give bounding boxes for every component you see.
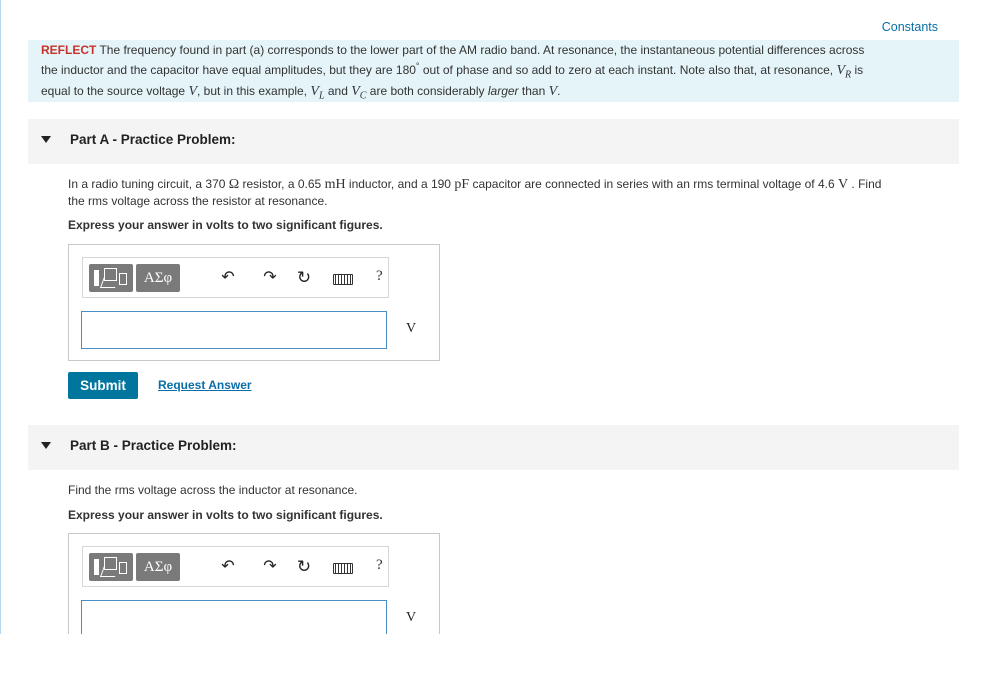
reflect-line-3: equal to the source voltage V, but in this example, $V_L$ and $V_C$ are both considerably larger than V.: [41, 84, 561, 102]
request-answer-link[interactable]: Request Answer: [158, 378, 252, 392]
reflect-line-1: REFLECT The frequency found in part (a) corresponds to the lower part of the AM radio band. At resonance, the instantaneous potential differences across: [41, 43, 865, 57]
redo-icon[interactable]: ↷: [263, 558, 277, 575]
part-b-title: Part B - Practice Problem:: [70, 438, 237, 453]
part-b-answer-box: [68, 533, 440, 634]
keyboard-icon[interactable]: [333, 563, 353, 574]
collapse-triangle-icon[interactable]: [41, 442, 51, 449]
symbols-button[interactable]: ΑΣφ: [136, 553, 180, 581]
redo-icon[interactable]: ↷: [263, 269, 277, 286]
symbols-button[interactable]: ΑΣφ: [136, 264, 180, 292]
part-a-instructions: Express your answer in volts to two significant figures.: [68, 218, 383, 232]
templates-button[interactable]: [89, 264, 133, 292]
reflect-line-2: the inductor and the capacitor have equal amplitudes, but they are 180° out of phase and so add to zero at each instant. Note also that, at resonance, $V_R$ is: [41, 61, 864, 81]
unit-label: V: [406, 321, 417, 336]
equation-toolbar: [82, 257, 389, 298]
constants-link[interactable]: Constants: [881, 20, 938, 34]
templates-button[interactable]: [89, 553, 133, 581]
part-b-instructions: Express your answer in volts to two significant figures.: [68, 508, 383, 522]
submit-button[interactable]: Submit: [68, 372, 138, 399]
help-button[interactable]: ?: [376, 268, 383, 284]
unit-label: V: [406, 610, 417, 625]
collapse-triangle-icon[interactable]: [41, 136, 51, 143]
reflect-panel: [28, 40, 959, 102]
keyboard-icon[interactable]: [333, 274, 353, 285]
part-b-question: Find the rms voltage across the inductor at resonance.: [68, 483, 358, 497]
part-a-header[interactable]: [28, 119, 959, 164]
equation-toolbar: [82, 546, 389, 587]
part-a-question: In a radio tuning circuit, a 370 Ω resistor, a 0.65 mH inductor, and a 190 pF capacitor are connected in series with an rms terminal voltage of 4.6 V . Find the rms voltage across the resistor at resonance.: [68, 177, 882, 208]
reset-icon[interactable]: ↻: [296, 557, 312, 576]
help-button[interactable]: ?: [376, 557, 383, 573]
undo-icon[interactable]: ↶: [221, 269, 235, 286]
part-b-header[interactable]: [28, 425, 959, 470]
undo-icon[interactable]: ↶: [221, 558, 235, 575]
part-a-answer-box: [68, 244, 440, 361]
reset-icon[interactable]: ↻: [296, 268, 312, 287]
part-a-title: Part A - Practice Problem:: [70, 132, 236, 147]
answer-input[interactable]: [81, 600, 387, 634]
reflect-keyword: REFLECT: [41, 43, 97, 57]
answer-input[interactable]: [81, 311, 387, 349]
